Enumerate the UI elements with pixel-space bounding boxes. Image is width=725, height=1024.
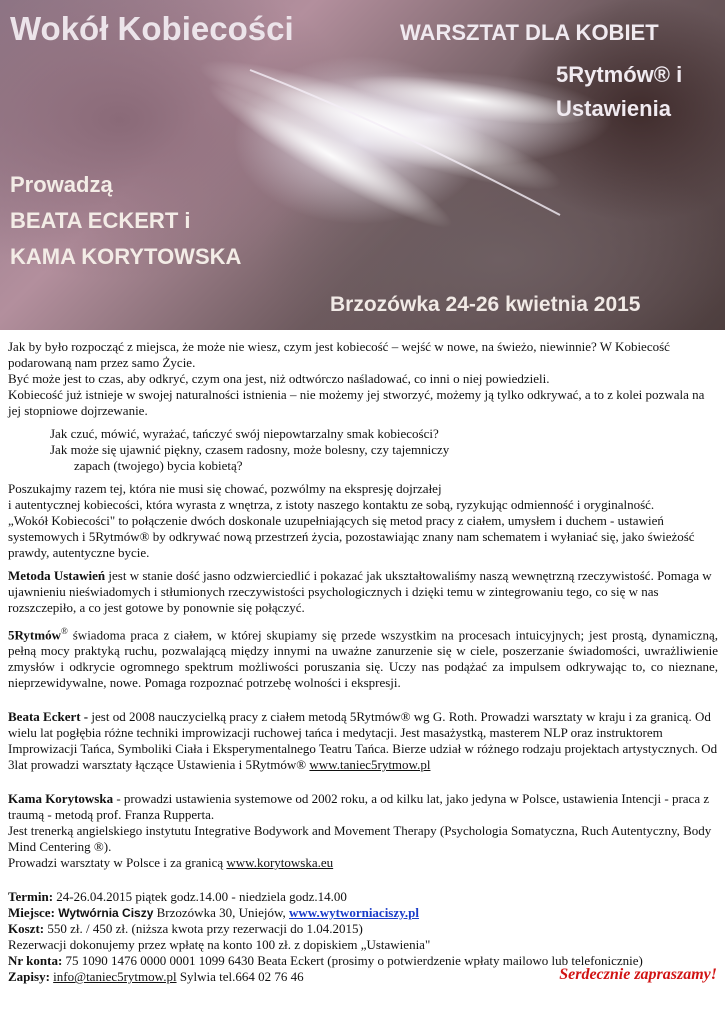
info-cost: Koszt: 550 zł. / 450 zł. (niższa kwota przy rezerwacji do 1.04.2015) (8, 921, 363, 937)
banner-method-1: 5Rytmów® i (556, 62, 683, 87)
intro-paragraph-3: Kobiecość już istnieje w swojej naturalności istnienia – nie możemy jej stworzyć, możemy ją tylko odkrywać, a to z kolei pozwala na jej stopniowe dojrzewanie. (8, 387, 705, 418)
question-2: Jak może się ujawnić piękny, czasem radosny, może bolesny, czy tajemniczy (50, 442, 450, 457)
info-term: Termin: 24-26.04.2015 piątek godz.14.00 - niedziela godz.14.00 (8, 889, 347, 905)
banner-leader-1: BEATA ECKERT i (10, 208, 191, 233)
beata-bio: Beata Eckert - jest od 2008 nauczycielką pracy z ciałem metodą 5Rytmów® wg G. Roth. Prowadzi warsztaty w kraju i za granicą. Od wielu lat pogłębia różne techniki improwizacji ruchowej tańca i medytacji. Jest masażystką, masterem NLP oraz instruktorem Improwizacji Tańca, Symboliki Ciała i Eksperymentalnego Teatru Tańca. Bierze udział w różnego rodzaju projektach artystycznych. Od 3lat prowadzi warsztaty łączące Ustawienia i 5Rytmów® www.taniec5rytmow.pl (8, 709, 718, 773)
ustawienia-heading: Metoda Ustawień (8, 568, 106, 583)
banner-method-2: Ustawienia (556, 96, 671, 121)
document-body (8, 339, 718, 985)
search-line-2: i autentycznej kobiecości, która wyrasta z wnętrza, z istoty naszego kontaktu ze sobą, ryzykując odmienność i oryginalność. (8, 497, 655, 512)
info-reservation: Rezerwacji dokonujemy przez wpłatę na konto 100 zł. z dopiskiem „Ustawienia" (8, 937, 431, 953)
header-banner (0, 0, 725, 330)
email-link[interactable]: info@taniec5rytmow.pl (53, 969, 177, 985)
kama-bio-3: Prowadzi warsztaty w Polsce i za granicą www.korytowska.eu (8, 855, 334, 871)
banner-title: Wokół Kobiecości (10, 10, 294, 47)
intro-paragraph-1: Jak by było rozpocząć z miejsca, że może nie wiesz, czym jest kobiecość – wejść w nowe, na świeżo, niewinnie? W Kobiecość podarowaną nam przez samo Życie. (8, 339, 670, 370)
info-account: Nr konta: 75 1090 1476 0000 0001 1099 6430 Beata Eckert (prosimy o potwierdzenie wpłaty mailowo lub telefonicznie) (8, 953, 643, 969)
kama-website-link[interactable]: www.korytowska.eu (226, 855, 334, 871)
beata-website-link[interactable]: www.taniec5rytmow.pl (309, 757, 431, 773)
search-line-1: Poszukajmy razem tej, która nie musi się chować, pozwólmy na ekspresję dojrzałej (8, 481, 442, 496)
kama-heading: Kama Korytowska (8, 791, 114, 807)
banner-place-date: Brzozówka 24-26 kwietnia 2015 (330, 293, 641, 316)
rytmy-heading: 5Rytmów (8, 627, 61, 643)
ustawienia-paragraph: Metoda Ustawień jest w stanie dość jasno odzwierciedlić i pokazać jak ukształtowaliśmy naszą wewnętrzną rzeczywistość. Pomaga w ujawnieniu nieświadomych i stłumionych rzeczywistości psychologicznych i dzięki temu w zintegrowaniu tego, co się w nas rozszczepiło, a co jest gotowe by ponownie się połączyć. (8, 568, 712, 615)
question-3: zapach (twojego) bycia kobietą? (74, 458, 243, 473)
info-signup: Zapisy: info@taniec5rytmow.pl Sylwia tel.664 02 76 46 (8, 969, 304, 985)
kama-bio-2: Jest trenerką angielskiego instytutu Integrative Bodywork and Movement Therapy (Psychologia Somatyczna, Ruch Autentyczny, Body Mind Centering ®). (8, 823, 712, 855)
feather-illustration (0, 0, 725, 330)
rytmy-paragraph: 5Rytmów® świadoma praca z ciałem, w której skupiamy się przede wszystkim na procesach intuicyjnych; jest prostą, dynamiczną, pełną mocy praktyką ruchu, pozwalającą między innymi na uważne zanurzenie się w ciele, poszerzanie świadomości, uwrażliwienie zmysłów i odkrycie ogromnego spektrum możliwości poruszania się. Uczy nas podążać za impulsem odkrywając to, co nieznane, nieprzewidywalne, nowe. Pomaga rozpoznać potrzebę wolności i ekspresji. (8, 626, 718, 691)
closing-invitation: Serdecznie zapraszamy! (559, 966, 717, 983)
banner-workshop: WARSZTAT DLA KOBIET (400, 20, 659, 45)
kama-bio: Kama Korytowska - prowadzi ustawienia systemowe od 2002 roku, a od kilku lat, jako jedyna w Polsce, ustawienia Intencji - praca z traumą - metodą prof. Franza Rupperta. (8, 791, 710, 823)
beata-heading: Beata Eckert - (8, 709, 89, 725)
info-place: Miejsce: Wytwórnia Ciszy Brzozówka 30, Uniejów, www.wytworniaciszy.pl (8, 905, 420, 921)
search-line-3: „Wokół Kobiecości" to połączenie dwóch doskonale uzupełniających się metod pracy z ciałem, umysłem i duchem - ustawień systemowych i 5Rytmów® by odkrywać nową przestrzeń życia, pozostawiając znany nam schematem i wyłaniać się, jako świeżość prawdy, autentyczne bycie. (8, 513, 695, 560)
venue-website-link[interactable]: www.wytworniaciszy.pl (289, 905, 420, 921)
banner-leader-2: KAMA KORYTOWSKA (10, 244, 242, 269)
question-1: Jak czuć, mówić, wyrażać, tańczyć swój niepowtarzalny smak kobiecości? (50, 426, 439, 441)
intro-paragraph-2: Być może jest to czas, aby odkryć, czym ona jest, niż odtwórczo naśladować, co inni o niej powiedzieli. (8, 371, 550, 386)
banner-lead: Prowadzą (10, 172, 113, 197)
